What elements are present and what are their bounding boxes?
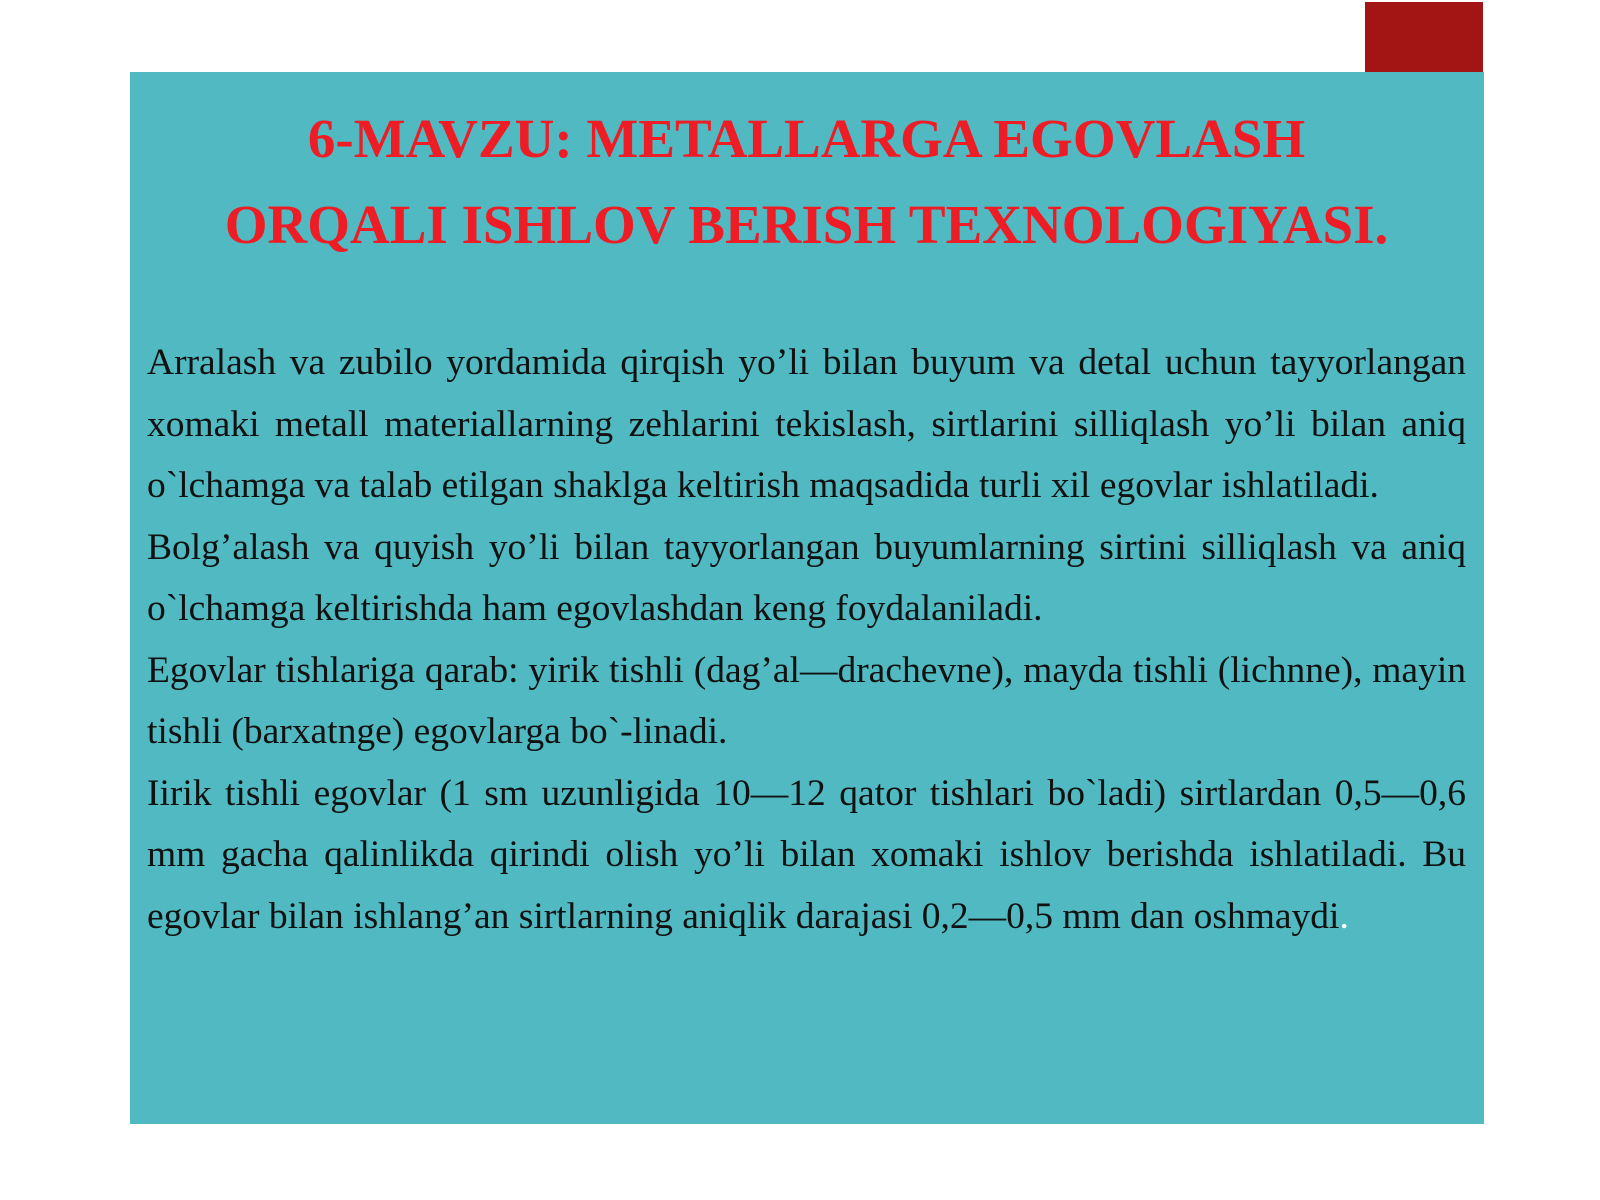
- paragraph-2: Bolg’alash va quyish yo’li bilan tayyorlangan buyumlarning sirtini silliqlash va aniq o`lchamga keltirishda ham egovlashdan keng foydalaniladi.: [147, 526, 1466, 629]
- slide-title: [147, 96, 1466, 268]
- content-panel: [130, 72, 1484, 1124]
- paragraph-1: Arralash va zubilo yordamida qirqish yo’li bilan buyum va detal uchun tayyorlangan xomaki metall materiallarning zehlarini tekislash, sirtlarini silliqlash yo’li bilan aniq o`lchamga va talab etilgan shaklga keltirish maqsadida turli xil egovlar ishlatiladi.: [147, 342, 1466, 506]
- corner-accent-block: [1365, 2, 1483, 72]
- title-line-1: 6-MAVZU: METALLARGA EGOVLASH: [307, 108, 1306, 169]
- title-line-2: ORQALI ISHLOV BERISH TEXNOLOGIYASI.: [224, 194, 1389, 255]
- trailing-period: .: [1339, 895, 1349, 937]
- paragraph-3: Egovlar tishlariga qarab: yirik tishli (dag’al—drachevne), mayda tishli (lichnne), mayin tishli (barxatnge) egovlarga bo`-linadi.: [147, 649, 1466, 752]
- paragraph-4-text: Iirik tishli egovlar (1 sm uzunligida 10—12 qator tishlari bo`ladi) sirtlardan 0,5—0,6 mm gacha qalinlikda qirindi olish yo’li bilan xomaki ishlov berishda ishlatiladi. Bu egovlar bilan ishlang’an sirtlarning aniqlik darajasi 0,2—0,5 mm dan oshmaydi: [147, 772, 1466, 937]
- body-text: [147, 332, 1466, 947]
- paragraph-4: [147, 763, 1466, 948]
